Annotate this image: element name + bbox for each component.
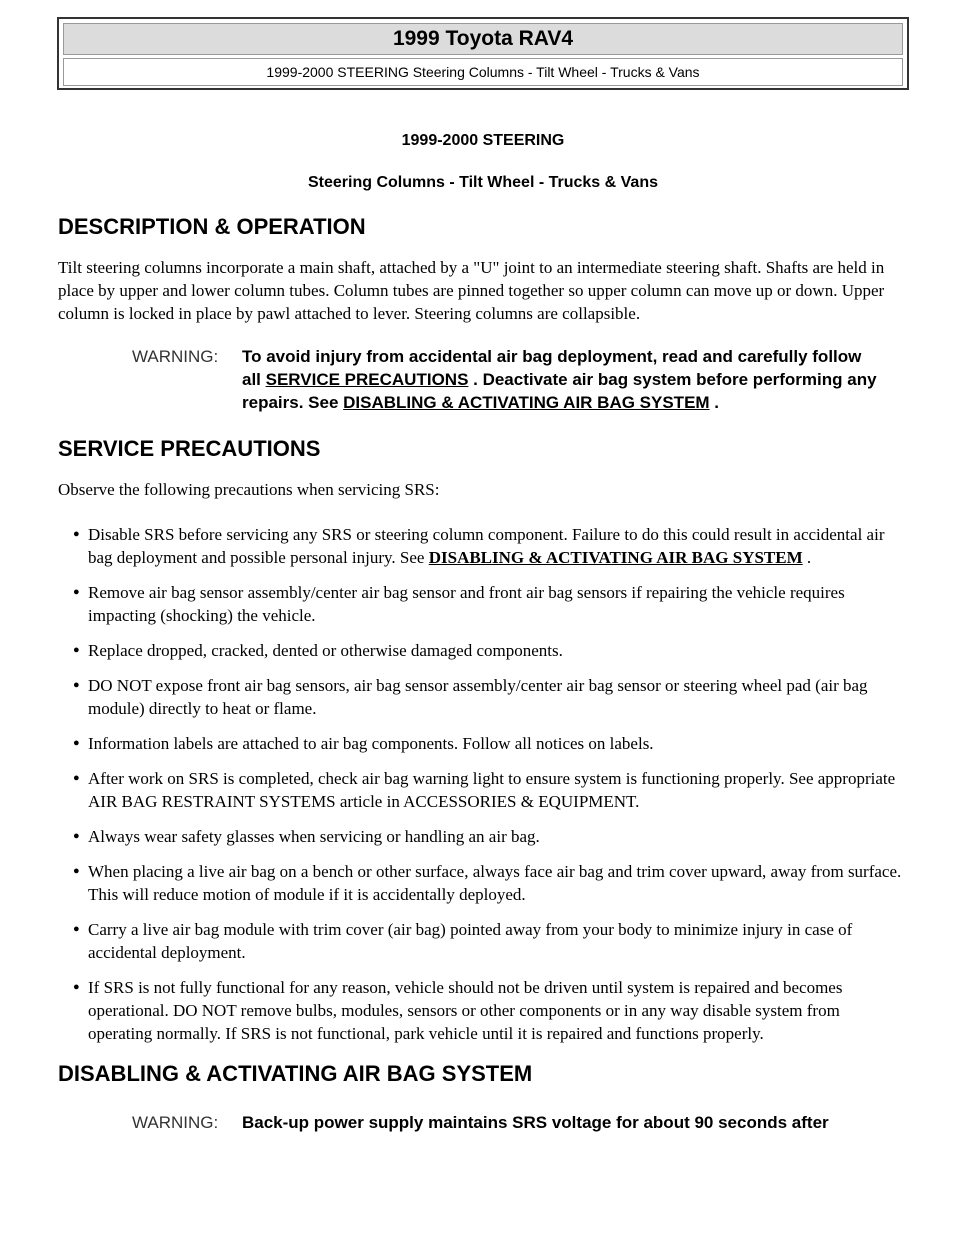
warning-label: WARNING:: [132, 1113, 219, 1132]
list-item: ● DO NOT expose front air bag sensors, air bag sensor assembly/center air bag sensor or steering wheel pad (air bag module) directly to heat or flame.: [88, 674, 908, 720]
document-content: [58, 130, 908, 1134]
list-item: ● Information labels are attached to air bag components. Follow all notices on labels.: [88, 732, 908, 755]
warning-text-part: To avoid injury from accidental air bag deployment, read and carefully follow all: [242, 347, 862, 389]
description-paragraph: Tilt steering columns incorporate a main shaft, attached by a "U" joint to an intermediate steering shaft. Shafts are held in place by upper and lower column tubes. Column tubes are pinned together so upper column can move up or down. Upper column is locked in place by pawl attached to lever. Steering columns are collapsible.: [58, 258, 885, 323]
list-item-text: .: [802, 548, 812, 567]
list-item: ● Carry a live air bag module with trim cover (air bag) pointed away from your body to minimize injury in case of accidental deployment.: [88, 918, 908, 964]
list-item: ● If SRS is not fully functional for any reason, vehicle should not be driven until system is repaired and becomes operational. DO NOT remove bulbs, modules, sensors or other components or in any way disable system from operating normally. If SRS is not functional, park vehicle until it is repaired and functions properly.: [88, 976, 908, 1045]
section-heading-service-precautions: SERVICE PRECAUTIONS: [58, 436, 321, 461]
page-header: [57, 17, 909, 90]
precautions-intro: Observe the following precautions when servicing SRS:: [58, 480, 440, 499]
list-item: ● Always wear safety glasses when servicing or handling an air bag.: [88, 825, 908, 848]
list-item: ● Remove air bag sensor assembly/center air bag sensor and front air bag sensors if repairing the vehicle requires impacting (shocking) the vehicle.: [88, 581, 908, 627]
warning-text: Back-up power supply maintains SRS voltage for about 90 seconds after: [242, 1113, 829, 1132]
list-item: ● When placing a live air bag on a bench or other surface, always face air bag and trim cover upward, away from surface. This will reduce motion of module if it is accidentally deployed.: [88, 860, 908, 906]
list-item: ● Replace dropped, cracked, dented or otherwise damaged components.: [88, 639, 908, 662]
warning-text-part: .: [709, 393, 720, 412]
list-item-text: Disable SRS before servicing any SRS or steering column component. Failure to do this could result in accidental air bag deployment and possible personal injury. See: [88, 525, 885, 567]
section-heading-description: DESCRIPTION & OPERATION: [58, 214, 366, 239]
warning-text-part: . Deactivate air bag system before performing any repairs. See: [242, 370, 877, 412]
warning-block: [132, 345, 908, 414]
section-heading-disabling: DISABLING & ACTIVATING AIR BAG SYSTEM: [58, 1061, 533, 1086]
service-precautions-link[interactable]: SERVICE PRECAUTIONS: [265, 370, 469, 389]
disabling-air-bag-link[interactable]: DISABLING & ACTIVATING AIR BAG SYSTEM: [428, 548, 803, 567]
header-title: 1999 Toyota RAV4: [63, 23, 903, 55]
doc-title: 1999-2000 STEERING: [401, 132, 565, 149]
header-subtitle: 1999-2000 STEERING Steering Columns - Tilt Wheel - Trucks & Vans: [63, 58, 903, 86]
doc-subtitle: Steering Columns - Tilt Wheel - Trucks & Vans: [308, 174, 658, 191]
precautions-list: [58, 523, 908, 1045]
disabling-air-bag-link[interactable]: DISABLING & ACTIVATING AIR BAG SYSTEM: [343, 393, 710, 412]
warning-block: [132, 1111, 908, 1134]
list-item: ● After work on SRS is completed, check air bag warning light to ensure system is functioning properly. See appropriate AIR BAG RESTRAINT SYSTEMS article in ACCESSORIES & EQUIPMENT.: [88, 767, 908, 813]
list-item: [88, 523, 908, 569]
warning-label: WARNING:: [132, 347, 219, 366]
warning-text: [242, 345, 882, 414]
